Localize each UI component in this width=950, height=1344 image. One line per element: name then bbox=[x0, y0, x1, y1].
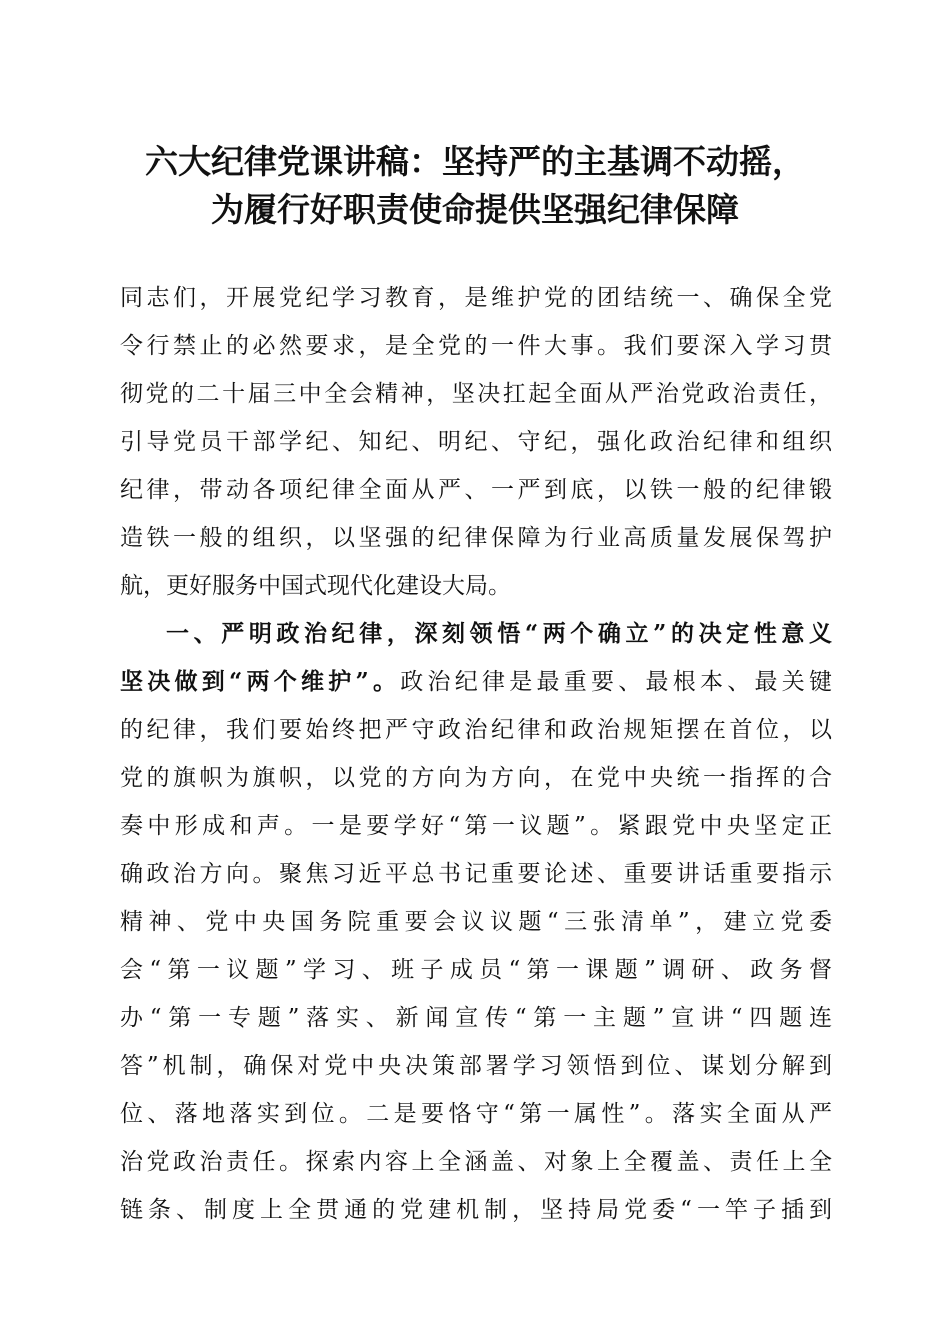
section-1-line-11: 位、落地落实到位。二是要恪守“第一属性”。落实全面从严 bbox=[120, 1101, 832, 1127]
section-1-line-2-text: 政治纪律是最重要、最根本、最关键 bbox=[400, 669, 833, 695]
section-1-line-9: 办“第一专题”落实、新闻宣传“第一主题”宣讲“四题连 bbox=[120, 1005, 832, 1031]
paragraph-1-line-7: 航，更好服务中国式现代化建设大局。 bbox=[120, 573, 511, 599]
document-body bbox=[120, 274, 832, 1234]
section-1-heading-line-2: 坚决做到“两个维护”。 bbox=[120, 668, 401, 695]
paragraph-1-line-5: 纪律，带动各项纪律全面从严、一严到底，以铁一般的纪律锻 bbox=[120, 477, 832, 503]
document-title bbox=[100, 138, 850, 234]
section-1-heading-line-1: 一、严明政治纪律，深刻领悟“两个确立”的决定性意义 bbox=[166, 620, 832, 647]
paragraph-1-line-6: 造铁一般的组织，以坚强的纪律保障为行业高质量发展保驾护 bbox=[120, 525, 832, 551]
paragraph-1-line-1: 同志们，开展党纪学习教育，是维护党的团结统一、确保全党 bbox=[120, 285, 832, 311]
section-1-line-8: 会“第一议题”学习、班子成员“第一课题”调研、政务督 bbox=[120, 957, 832, 983]
section-1-line-6: 确政治方向。聚焦习近平总书记重要论述、重要讲话重要指示 bbox=[120, 861, 832, 887]
title-line-1: 六大纪律党课讲稿：坚持严的主基调不动摇， bbox=[145, 142, 805, 181]
section-1-line-12: 治党政治责任。探索内容上全涵盖、对象上全覆盖、责任上全 bbox=[120, 1149, 832, 1175]
section-1-line-2 bbox=[120, 658, 832, 706]
section-1-line-5: 奏中形成和声。一是要学好“第一议题”。紧跟党中央坚定正 bbox=[120, 813, 832, 839]
section-1-line-3: 的纪律，我们要始终把严守政治纪律和政治规矩摆在首位，以 bbox=[120, 717, 832, 743]
section-1-line-7: 精神、党中央国务院重要会议议题“三张清单”，建立党委 bbox=[120, 909, 832, 935]
title-line-2: 为履行好职责使命提供坚强纪律保障 bbox=[211, 190, 739, 229]
section-1-line-13: 链条、制度上全贯通的党建机制，坚持局党委“一竿子插到 bbox=[120, 1197, 832, 1223]
paragraph-1-line-4: 引导党员干部学纪、知纪、明纪、守纪，强化政治纪律和组织 bbox=[120, 429, 832, 455]
section-1-line-10: 答”机制，确保对党中央决策部署学习领悟到位、谋划分解到 bbox=[120, 1053, 832, 1079]
paragraph-1-line-2: 令行禁止的必然要求，是全党的一件大事。我们要深入学习贯 bbox=[120, 333, 832, 359]
paragraph-1-line-3: 彻党的二十届三中全会精神，坚决扛起全面从严治党政治责任， bbox=[120, 381, 832, 407]
section-1-line-4: 党的旗帜为旗帜，以党的方向为方向，在党中央统一指挥的合 bbox=[120, 765, 832, 791]
